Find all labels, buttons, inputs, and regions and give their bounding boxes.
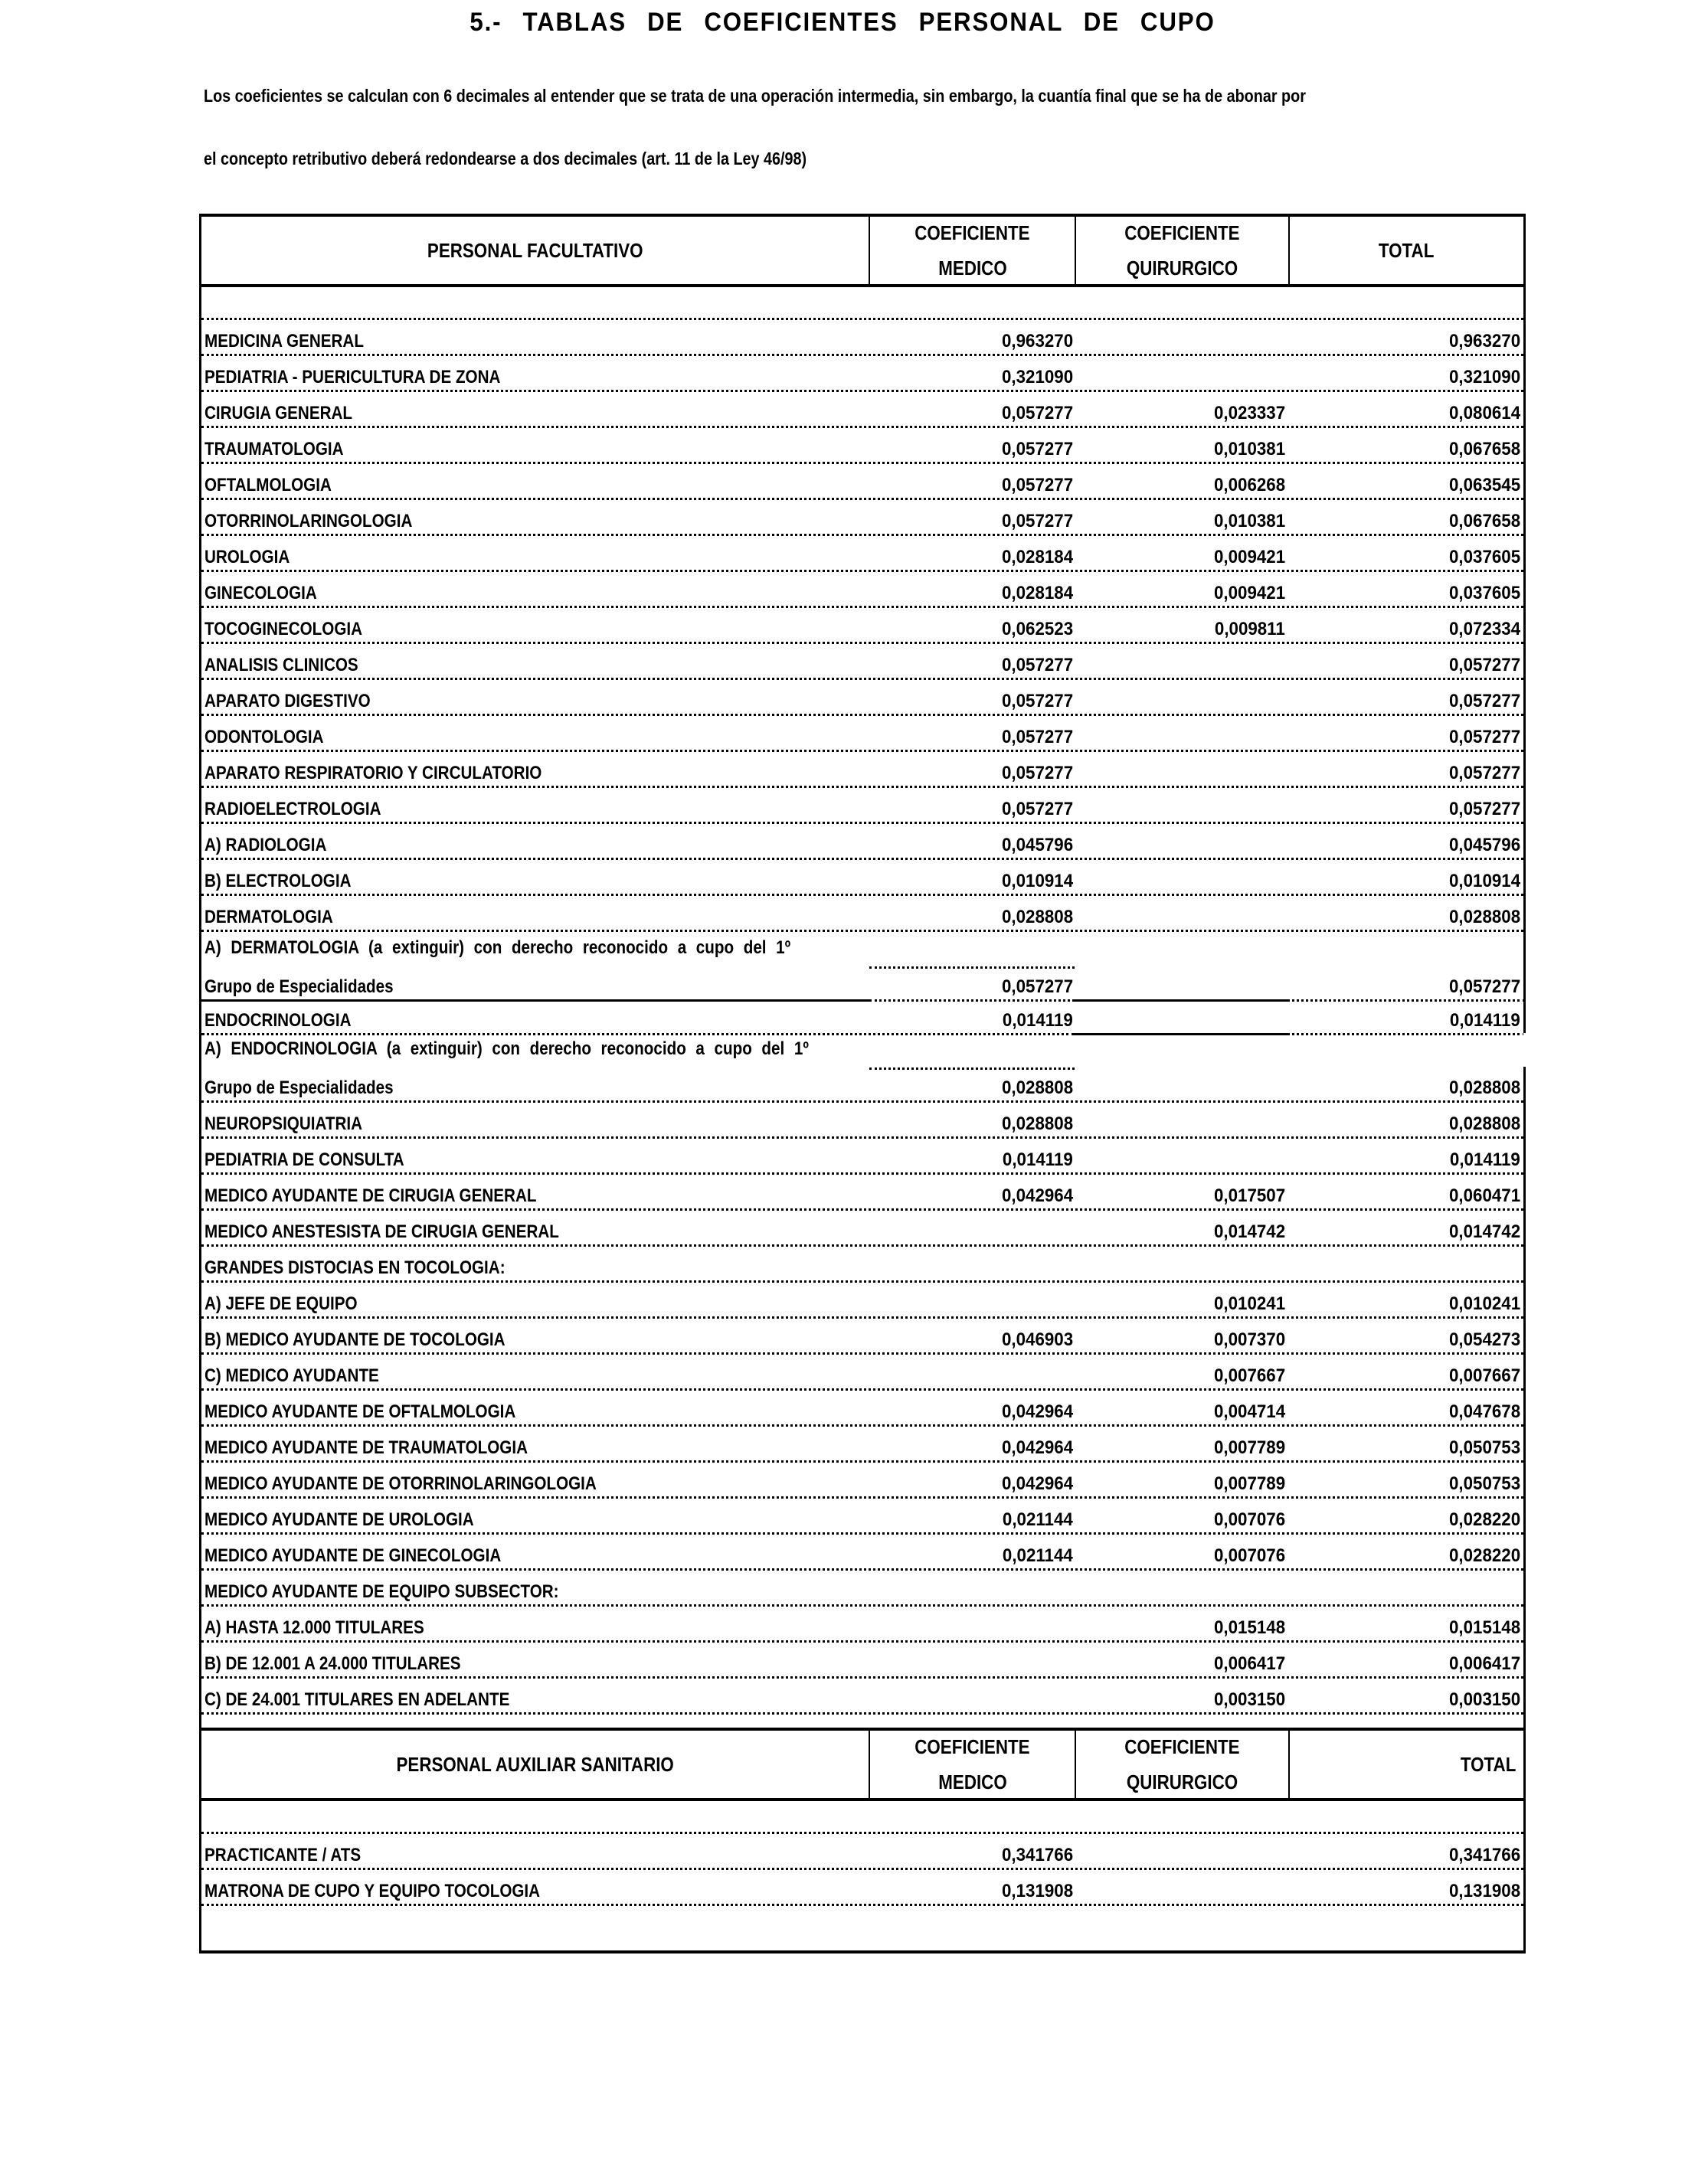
coeficiente-quirurgico-value	[1076, 367, 1288, 390]
table-row	[201, 1319, 1523, 1355]
coeficiente-quirurgico-value: 0,007789	[1213, 1473, 1285, 1494]
coeficiente-quirurgico-value	[1076, 976, 1288, 999]
coeficiente-quirurgico-value: 0,007789	[1213, 1437, 1285, 1458]
page-title: 5.- TABLAS DE COEFICIENTES PERSONAL DE CUPO	[470, 8, 1215, 37]
row-label: B) MEDICO AYUDANTE DE TOCOLOGIA	[204, 1329, 506, 1350]
coeficiente-medico-value	[872, 1617, 1076, 1640]
coeficiente-medico-value: 0,057277	[1001, 475, 1073, 495]
table-row	[201, 1870, 1523, 1906]
coeficiente-quirurgico-value: 0,010381	[1213, 439, 1285, 459]
coeficiente-medico-value: 0,042964	[1001, 1473, 1073, 1494]
coeficiente-quirurgico-value: 0,010381	[1213, 511, 1285, 531]
coeficiente-quirurgico-value	[1076, 1077, 1288, 1100]
table-row	[201, 1067, 1523, 1103]
coeficiente-medico-value: 0,057277	[1001, 976, 1073, 997]
coeficiente-quirurgico-value	[1076, 1010, 1288, 1033]
row-label: A) RADIOLOGIA	[204, 835, 327, 855]
coeficiente-quirurgico-value: 0,007076	[1213, 1545, 1285, 1566]
table-row	[201, 1139, 1523, 1175]
table-row	[201, 644, 1523, 680]
table-row	[201, 1211, 1523, 1247]
table-row	[201, 999, 1523, 1033]
coeficiente-medico-value: 0,057277	[1001, 511, 1073, 531]
total-value: 0,028808	[1448, 907, 1520, 927]
total-value: 0,080614	[1448, 403, 1520, 423]
row-label: TOCOGINECOLOGIA	[204, 619, 363, 639]
table-row	[201, 966, 1523, 999]
table-row	[201, 1643, 1523, 1679]
row-label: OTORRINOLARINGOLOGIA	[204, 511, 413, 531]
row-label: APARATO RESPIRATORIO Y CIRCULATORIO	[204, 763, 542, 783]
total-value	[1288, 937, 1523, 960]
header-category: PERSONAL AUXILIAR SANITARIO	[201, 1731, 870, 1798]
row-label: PEDIATRIA - PUERICULTURA DE ZONA	[204, 367, 501, 387]
table-row	[201, 1499, 1523, 1535]
row-label: GRANDES DISTOCIAS EN TOCOLOGIA:	[204, 1257, 506, 1278]
facultativo-table	[199, 214, 1526, 1754]
table-row	[201, 1247, 1523, 1283]
table-row	[201, 500, 1523, 536]
table-row	[201, 1571, 1523, 1607]
table-row	[201, 860, 1523, 896]
total-value: 0,045796	[1448, 835, 1520, 855]
total-value: 0,063545	[1448, 475, 1520, 495]
coeficiente-medico-value: 0,014119	[1003, 1010, 1073, 1031]
coeficiente-medico-value: 0,028184	[1001, 547, 1073, 567]
coeficiente-quirurgico-value	[1076, 1257, 1288, 1280]
row-label: NEUROPSIQUIATRIA	[204, 1113, 363, 1134]
table-row	[201, 896, 1523, 932]
table-row	[201, 1427, 1523, 1463]
row-label: A) HASTA 12.000 TITULARES	[204, 1617, 424, 1638]
coeficiente-medico-value: 0,021144	[1003, 1509, 1073, 1530]
total-value: 0,057277	[1448, 976, 1520, 997]
total-value: 0,010914	[1448, 871, 1520, 891]
header-coeficiente-quirurgico: COEFICIENTE QUIRURGICO	[1076, 217, 1290, 284]
row-label: B) ELECTROLOGIA	[204, 871, 352, 891]
coeficiente-quirurgico-value: 0,009421	[1213, 583, 1285, 603]
total-value: 0,037605	[1448, 547, 1520, 567]
intro-text-line-1: Los coeficientes se calculan con 6 decimales al entender que se trata de una operación intermedia, sin embargo, la cuantía final que se ha de abonar por	[204, 86, 1306, 106]
table-row	[201, 1832, 1523, 1870]
coeficiente-medico-value: 0,057277	[1001, 439, 1073, 459]
row-label: OFTALMOLOGIA	[204, 475, 332, 495]
row-label: MEDICO AYUDANTE DE TRAUMATOLOGIA	[204, 1437, 528, 1458]
row-label: MEDICO ANESTESISTA DE CIRUGIA GENERAL	[204, 1221, 559, 1242]
table-row	[201, 1535, 1523, 1571]
row-label: Grupo de Especialidades	[204, 1077, 394, 1098]
coeficiente-quirurgico-value	[1076, 1113, 1288, 1136]
total-value: 0,072334	[1448, 619, 1520, 639]
coeficiente-medico-value	[872, 937, 1076, 960]
total-value: 0,060471	[1448, 1185, 1520, 1206]
coeficiente-medico-value	[872, 1293, 1076, 1316]
total-value: 0,050753	[1448, 1473, 1520, 1494]
coeficiente-quirurgico-value: 0,004714	[1213, 1401, 1285, 1422]
total-value: 0,057277	[1448, 799, 1520, 819]
row-label: PEDIATRIA DE CONSULTA	[204, 1149, 404, 1170]
total-value: 0,028808	[1448, 1077, 1520, 1098]
coeficiente-quirurgico-value	[1076, 907, 1288, 930]
table-row	[201, 1103, 1523, 1139]
table-row	[201, 392, 1523, 428]
coeficiente-medico-value	[872, 1365, 1076, 1388]
total-value: 0,067658	[1448, 511, 1520, 531]
row-label: ENDOCRINOLOGIA	[204, 1010, 352, 1031]
row-label: APARATO DIGESTIVO	[204, 691, 371, 711]
coeficiente-medico-value: 0,042964	[1001, 1401, 1073, 1422]
coeficiente-quirurgico-value	[1076, 1845, 1288, 1868]
row-label: MEDICINA GENERAL	[204, 331, 364, 351]
header-total: TOTAL	[1460, 1753, 1516, 1776]
row-label: DERMATOLOGIA	[204, 907, 333, 927]
total-value: 0,003150	[1448, 1689, 1520, 1710]
total-value: 0,341766	[1448, 1845, 1520, 1865]
total-value: 0,015148	[1448, 1617, 1520, 1638]
table-row	[201, 464, 1523, 500]
header-total: TOTAL	[1379, 239, 1435, 262]
blank-row	[201, 1801, 1523, 1832]
row-label: TRAUMATOLOGIA	[204, 439, 344, 459]
total-value: 0,057277	[1448, 655, 1520, 675]
coeficiente-medico-value: 0,021144	[1003, 1545, 1073, 1566]
row-label: MEDICO AYUDANTE DE CIRUGIA GENERAL	[204, 1185, 537, 1206]
coeficiente-quirurgico-value: 0,017507	[1213, 1185, 1285, 1206]
table-row	[201, 428, 1523, 464]
coeficiente-quirurgico-value	[1076, 727, 1288, 750]
table-row	[201, 572, 1523, 608]
coeficiente-medico-value	[872, 1653, 1076, 1676]
total-value: 0,050753	[1448, 1437, 1520, 1458]
total-value: 0,014742	[1448, 1221, 1520, 1242]
coeficiente-quirurgico-value	[1076, 937, 1288, 960]
total-value: 0,321090	[1448, 367, 1520, 387]
coeficiente-quirurgico-value	[1076, 799, 1288, 822]
total-value: 0,010241	[1448, 1293, 1520, 1314]
coeficiente-quirurgico-value: 0,009421	[1213, 547, 1285, 567]
coeficiente-medico-value: 0,057277	[1001, 799, 1073, 819]
coeficiente-quirurgico-value	[1076, 1149, 1288, 1172]
coeficiente-quirurgico-value	[1076, 655, 1288, 678]
row-label: B) DE 12.001 A 24.000 TITULARES	[204, 1653, 461, 1674]
coeficiente-quirurgico-value: 0,010241	[1213, 1293, 1285, 1314]
table-row	[201, 1175, 1523, 1211]
total-value: 0,963270	[1448, 331, 1520, 351]
coeficiente-medico-value: 0,028808	[1001, 907, 1073, 927]
table-row	[201, 1033, 1526, 1067]
row-label: A) DERMATOLOGIA (a extinguir) con derecho reconocido a cupo del 1º	[204, 937, 791, 958]
table-row	[201, 716, 1523, 752]
header-coeficiente-medico: COEFICIENTE MEDICO	[870, 217, 1076, 284]
header-coeficiente-medico: COEFICIENTE MEDICO	[870, 1731, 1076, 1798]
table-row	[201, 608, 1523, 644]
row-label: C) DE 24.001 TITULARES EN ADELANTE	[204, 1689, 510, 1710]
coeficiente-quirurgico-value	[1076, 763, 1288, 786]
header-category: PERSONAL FACULTATIVO	[201, 217, 870, 284]
coeficiente-quirurgico-value: 0,007370	[1213, 1329, 1285, 1350]
coeficiente-quirurgico-value	[1076, 1581, 1288, 1604]
coeficiente-medico-value: 0,010914	[1001, 871, 1073, 891]
coeficiente-medico-value: 0,057277	[1001, 655, 1073, 675]
coeficiente-medico-value	[872, 1221, 1076, 1244]
total-value	[1288, 1257, 1523, 1280]
coeficiente-medico-value: 0,963270	[1001, 331, 1073, 351]
table-row	[201, 356, 1523, 392]
total-value: 0,047678	[1448, 1401, 1520, 1422]
coeficiente-medico-value: 0,028184	[1001, 583, 1073, 603]
coeficiente-medico-value: 0,045796	[1001, 835, 1073, 855]
table-row	[201, 788, 1523, 824]
total-value: 0,028220	[1448, 1509, 1520, 1530]
coeficiente-medico-value	[872, 1581, 1076, 1604]
table-row	[201, 1391, 1523, 1427]
coeficiente-quirurgico-value	[1076, 691, 1288, 714]
row-label: MATRONA DE CUPO Y EQUIPO TOCOLOGIA	[204, 1881, 541, 1901]
intro-text-line-2: el concepto retributivo deberá redondearse a dos decimales (art. 11 de la Ley 46/98)	[204, 149, 807, 168]
coeficiente-quirurgico-value: 0,015148	[1213, 1617, 1285, 1638]
blank-row	[201, 1906, 1523, 1954]
coeficiente-medico-value: 0,014119	[1003, 1149, 1073, 1170]
coeficiente-quirurgico-value: 0,003150	[1213, 1689, 1285, 1710]
coeficiente-quirurgico-value	[1076, 331, 1288, 354]
total-value: 0,006417	[1448, 1653, 1520, 1674]
row-label: Grupo de Especialidades	[204, 976, 394, 997]
coeficiente-quirurgico-value	[1076, 1881, 1288, 1904]
total-value: 0,028808	[1448, 1113, 1520, 1134]
row-label: CIRUGIA GENERAL	[204, 403, 353, 423]
auxiliar-rows	[201, 1832, 1523, 1906]
coeficiente-quirurgico-value: 0,007076	[1213, 1509, 1285, 1530]
table-row	[201, 1355, 1523, 1391]
table-row	[201, 932, 1523, 966]
total-value: 0,057277	[1448, 691, 1520, 711]
coeficiente-medico-value: 0,046903	[1001, 1329, 1073, 1350]
row-label: GINECOLOGIA	[204, 583, 317, 603]
row-label: ODONTOLOGIA	[204, 727, 324, 747]
coeficiente-quirurgico-value: 0,007667	[1213, 1365, 1285, 1386]
table-row	[201, 1283, 1523, 1319]
coeficiente-quirurgico-value	[1076, 1038, 1288, 1061]
row-label: MEDICO AYUDANTE DE GINECOLOGIA	[204, 1545, 502, 1566]
facultativo-table-header	[201, 214, 1523, 287]
blank-row	[201, 287, 1523, 318]
coeficiente-medico-value: 0,341766	[1001, 1845, 1073, 1865]
coeficiente-medico-value: 0,057277	[1001, 403, 1073, 423]
coeficiente-medico-value: 0,131908	[1001, 1881, 1073, 1901]
total-value: 0,014119	[1450, 1149, 1520, 1170]
coeficiente-medico-value: 0,057277	[1001, 763, 1073, 783]
row-label: PRACTICANTE / ATS	[204, 1845, 362, 1865]
coeficiente-quirurgico-value	[1076, 835, 1288, 858]
table-row	[201, 752, 1523, 788]
coeficiente-medico-value	[872, 1689, 1076, 1712]
table-row	[201, 1607, 1523, 1643]
coeficiente-medico-value: 0,028808	[1001, 1113, 1073, 1134]
total-value: 0,037605	[1448, 583, 1520, 603]
coeficiente-quirurgico-value: 0,009811	[1215, 619, 1285, 639]
coeficiente-medico-value: 0,028808	[1001, 1077, 1073, 1098]
coeficiente-medico-value	[872, 1257, 1076, 1280]
table-row	[201, 824, 1523, 860]
row-label: A) ENDOCRINOLOGIA (a extinguir) con derecho reconocido a cupo del 1º	[204, 1038, 809, 1059]
table-row	[201, 1679, 1523, 1715]
row-label: UROLOGIA	[204, 547, 290, 567]
row-label: A) JEFE DE EQUIPO	[204, 1293, 358, 1314]
coeficiente-quirurgico-value: 0,014742	[1213, 1221, 1285, 1242]
total-value: 0,007667	[1448, 1365, 1520, 1386]
table-row	[201, 680, 1523, 716]
coeficiente-medico-value: 0,042964	[1001, 1185, 1073, 1206]
auxiliar-table-header	[201, 1728, 1523, 1801]
coeficiente-medico-value: 0,057277	[1001, 691, 1073, 711]
auxiliar-table	[199, 1728, 1526, 1954]
total-value: 0,057277	[1448, 763, 1520, 783]
total-value: 0,131908	[1448, 1881, 1520, 1901]
total-value: 0,014119	[1450, 1010, 1520, 1031]
row-label: MEDICO AYUDANTE DE OTORRINOLARINGOLOGIA	[204, 1473, 597, 1494]
total-value	[1288, 1581, 1523, 1604]
table-row	[201, 536, 1523, 572]
total-value	[1288, 1038, 1523, 1061]
total-value: 0,067658	[1448, 439, 1520, 459]
coeficiente-medico-value: 0,042964	[1001, 1437, 1073, 1458]
facultativo-rows	[201, 318, 1523, 1715]
total-value: 0,054273	[1448, 1329, 1520, 1350]
coeficiente-quirurgico-value: 0,006268	[1213, 475, 1285, 495]
total-value: 0,057277	[1448, 727, 1520, 747]
row-label: MEDICO AYUDANTE DE OFTALMOLOGIA	[204, 1401, 516, 1422]
table-row	[201, 1463, 1523, 1499]
header-coeficiente-quirurgico: COEFICIENTE QUIRURGICO	[1076, 1731, 1290, 1798]
coeficiente-quirurgico-value: 0,023337	[1213, 403, 1285, 423]
total-value: 0,028220	[1448, 1545, 1520, 1566]
row-label: MEDICO AYUDANTE DE UROLOGIA	[204, 1509, 474, 1530]
coeficiente-medico-value: 0,062523	[1001, 619, 1073, 639]
coeficiente-medico-value	[872, 1038, 1076, 1061]
row-label: ANALISIS CLINICOS	[204, 655, 358, 675]
coeficiente-medico-value: 0,321090	[1001, 367, 1073, 387]
coeficiente-quirurgico-value: 0,006417	[1213, 1653, 1285, 1674]
coeficiente-medico-value: 0,057277	[1001, 727, 1073, 747]
table-row	[201, 318, 1523, 356]
row-label: RADIOELECTROLOGIA	[204, 799, 381, 819]
row-label: MEDICO AYUDANTE DE EQUIPO SUBSECTOR:	[204, 1581, 559, 1602]
row-label: C) MEDICO AYUDANTE	[204, 1365, 379, 1386]
coeficiente-quirurgico-value	[1076, 871, 1288, 894]
